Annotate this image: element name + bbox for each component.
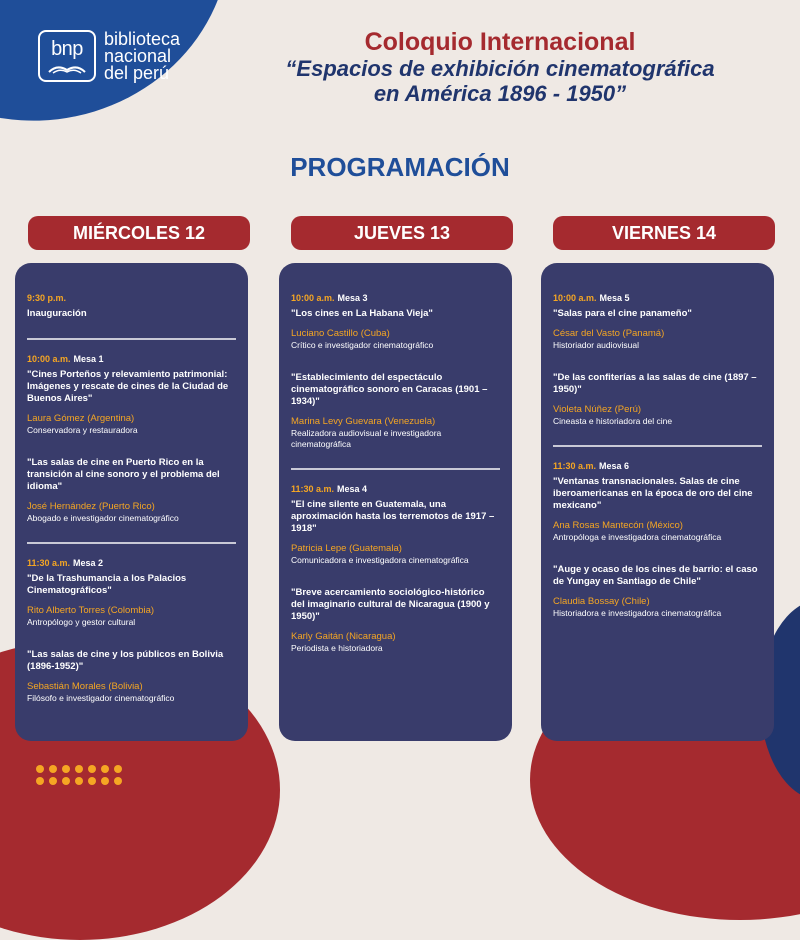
session-time: 10:00 a.m. Mesa 1 <box>27 354 104 364</box>
speaker-name: Claudia Bossay (Chile) <box>553 596 650 607</box>
session-time: 10:00 a.m. Mesa 3 <box>291 293 368 303</box>
dot <box>114 777 122 785</box>
mesa-label: Mesa 4 <box>337 484 368 494</box>
divider <box>553 445 762 447</box>
speaker-name: Marina Levy Guevara (Venezuela) <box>291 416 436 427</box>
day-header: MIÉRCOLES 12 <box>28 216 250 250</box>
mesa-label: Mesa 3 <box>337 293 368 303</box>
divider <box>27 542 236 544</box>
speaker-role: Historiadora e investigadora cinematográfica <box>553 608 722 618</box>
day-header: VIERNES 14 <box>553 216 775 250</box>
talk-title: "Cines Porteños y relevamiento patrimonial: Imágenes y rescate de cines de la Ciudad de Buenos Aires" <box>27 369 229 404</box>
spacer <box>291 566 500 582</box>
logo-abbr: bnp <box>51 37 83 60</box>
dot <box>75 777 83 785</box>
dot <box>101 777 109 785</box>
session-time: 11:30 a.m. Mesa 4 <box>291 484 368 494</box>
event-title-main: Coloquio Internacional <box>364 28 636 56</box>
speaker-name: Laura Gómez (Argentina) <box>27 413 135 424</box>
dot <box>49 777 57 785</box>
speaker-name: César del Vasto (Panamá) <box>553 328 665 339</box>
talk-title: "Auge y ocaso de los cines de barrio: el caso de Yungay en Santiago de Chile" <box>553 564 758 587</box>
mesa-label: Mesa 6 <box>599 461 630 471</box>
dot <box>88 777 96 785</box>
session-time: 9:30 p.m. <box>27 293 67 303</box>
dot <box>36 777 44 785</box>
spacer <box>27 436 236 452</box>
speaker-role: Cineasta e historiadora del cine <box>553 416 673 426</box>
logo-line-3: del perú <box>104 62 170 83</box>
event-subtitle-2: en América 1896 - 1950” <box>373 81 627 106</box>
logo-mark <box>38 30 96 82</box>
speaker-name: Patricia Lepe (Guatemala) <box>291 543 402 554</box>
spacer <box>553 351 762 367</box>
speaker-role: Periodista e historiadora <box>291 643 383 653</box>
speaker-role: Comunicadora e investigadora cinematográfica <box>291 555 469 565</box>
dot <box>114 765 122 773</box>
mesa-label: Mesa 1 <box>73 354 104 364</box>
divider <box>291 468 500 470</box>
day-card <box>15 263 248 741</box>
talk-title: "Establecimiento del espectáculo cinematográfico sonoro en Caracas (1901 – 1934)" <box>291 372 488 407</box>
session-time: 11:30 a.m. Mesa 2 <box>27 558 104 568</box>
dot <box>62 765 70 773</box>
bnp-logo <box>38 30 180 82</box>
logo-line-1: biblioteca <box>104 28 181 49</box>
speaker-role: Antropóloga e investigadora cinematográfica <box>553 532 722 542</box>
talk-title: "Los cines en La Habana Vieja" <box>291 308 433 319</box>
speaker-name: Ana Rosas Mantecón (México) <box>553 520 683 531</box>
talk-title: "El cine silente en Guatemala, una aproximación hasta los terremotos de 1917 – 1918" <box>291 499 495 534</box>
speaker-role: Filósofo e investigador cinematográfico <box>27 693 175 703</box>
mesa-label: Mesa 2 <box>73 558 104 568</box>
talk-title: "Breve acercamiento sociológico-histórico del imaginario cultural de Nicaragua (1900 y 1950)" <box>291 587 490 622</box>
speaker-role: Realizadora audiovisual e investigadora cinematográfica <box>291 428 442 449</box>
talk-title: Inauguración <box>27 308 87 319</box>
day-card <box>279 263 512 741</box>
session-time: 10:00 a.m. Mesa 5 <box>553 293 630 303</box>
book-icon <box>47 62 87 74</box>
speaker-name: Violeta Núñez (Perú) <box>553 404 642 415</box>
speaker-name: Rito Alberto Torres (Colombia) <box>27 605 155 616</box>
day-card <box>541 263 774 741</box>
logo-line-2: nacional <box>104 45 172 66</box>
speaker-name: José Hernández (Puerto Rico) <box>27 501 155 512</box>
dot <box>75 765 83 773</box>
talk-title: "De la Trashumancia a los Palacios Cinematográficos" <box>27 573 187 596</box>
dot <box>101 765 109 773</box>
day-header: JUEVES 13 <box>291 216 513 250</box>
spacer <box>291 351 500 367</box>
speaker-role: Conservadora y restauradora <box>27 425 138 435</box>
talk-title: "Las salas de cine en Puerto Rico en la transición al cine sonoro y el problema del idioma" <box>27 457 220 492</box>
dot <box>49 765 57 773</box>
talk-title: "Las salas de cine y los públicos en Bolivia (1896-1952)" <box>27 649 224 672</box>
talk-title: "Ventanas transnacionales. Salas de cine iberoamericanas en la época de oro del cine mexicano" <box>553 476 753 511</box>
event-subtitle-1: “Espacios de exhibición cinematográfica <box>285 56 715 81</box>
event-title <box>280 28 720 106</box>
dot <box>88 765 96 773</box>
logo-text <box>104 28 181 83</box>
talk-title: "De las confiterías a las salas de cine (1897 – 1950)" <box>553 372 757 395</box>
dot <box>62 777 70 785</box>
decor-dots <box>36 765 124 785</box>
speaker-name: Karly Gaitán (Nicaragua) <box>291 631 396 642</box>
dot <box>36 765 44 773</box>
speaker-role: Abogado e investigador cinematográfico <box>27 513 179 523</box>
spacer <box>553 543 762 559</box>
speaker-role: Crítico e investigador cinematográfico <box>291 340 434 350</box>
divider <box>27 338 236 340</box>
programacion-heading: PROGRAMACIÓN <box>290 152 510 182</box>
session-time: 11:30 a.m. Mesa 6 <box>553 461 630 471</box>
speaker-name: Luciano Castillo (Cuba) <box>291 328 390 339</box>
speaker-name: Sebastián Morales (Bolivia) <box>27 681 143 692</box>
spacer <box>27 628 236 644</box>
talk-title: "Salas para el cine panameño" <box>553 308 692 319</box>
speaker-role: Antropólogo y gestor cultural <box>27 617 136 627</box>
speaker-role: Historiador audiovisual <box>553 340 639 350</box>
mesa-label: Mesa 5 <box>599 293 630 303</box>
